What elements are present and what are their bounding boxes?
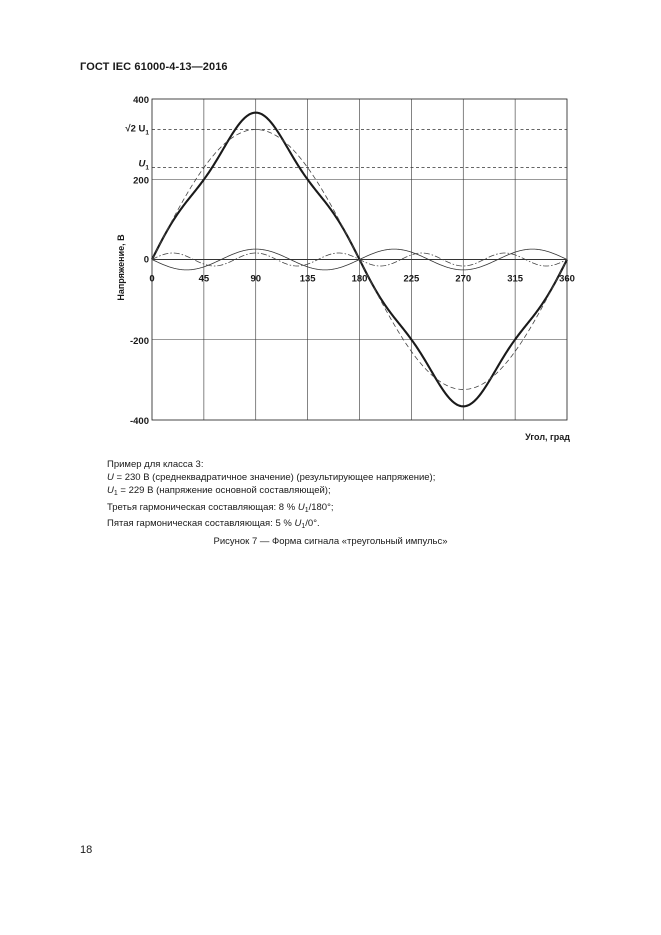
x-tick-label: 45	[198, 273, 210, 285]
example-notes	[107, 458, 435, 533]
y-tick-label: -200	[129, 335, 149, 347]
x-tick-label: 0	[149, 273, 155, 285]
x-tick-label: 90	[250, 273, 262, 285]
y-tick-label: 400	[133, 95, 149, 106]
x-axis-label: Угол, град	[525, 432, 570, 442]
x-tick-label: 315	[507, 273, 524, 285]
y-tick-label: 200	[133, 175, 149, 187]
notes-title: Пример для класса 3:	[107, 459, 204, 470]
x-tick-label: 225	[403, 273, 420, 285]
page-number: 18	[80, 844, 93, 856]
reference-label: $U_1$	[138, 158, 149, 172]
reference-lines	[125, 124, 567, 172]
notes-line-fundamental: $U_1 = 229$ В (напряжение основной составляющей);	[107, 485, 331, 498]
x-tick-label: 360	[559, 273, 575, 285]
y-tick-label: 0	[143, 254, 149, 266]
x-tick-label: 135	[299, 273, 316, 285]
reference-label: √2 $U_1$	[125, 123, 149, 137]
x-tick-label: 270	[455, 273, 472, 285]
document-header: ГОСТ IEC 61000-4-13—2016	[80, 61, 228, 73]
y-tick-label: -400	[129, 416, 149, 427]
notes-line-fifth-harmonic: Пятая гармоническая составляющая: 5 % $U_1/0^\circ$.	[107, 517, 320, 530]
x-tick-label: 180	[351, 273, 368, 285]
notes-line-voltage: U = 230 В (среднеквадратичное значение) (результирующее напряжение);	[107, 472, 436, 484]
notes-line-third-harmonic: Третья гармоническая составляющая: 8 % $U_1/180^\circ$;	[107, 501, 334, 514]
y-axis-label: Напряжение, В	[116, 234, 126, 301]
figure-caption: Рисунок 7 — Форма сигнала «треугольный импульс»	[213, 536, 448, 547]
